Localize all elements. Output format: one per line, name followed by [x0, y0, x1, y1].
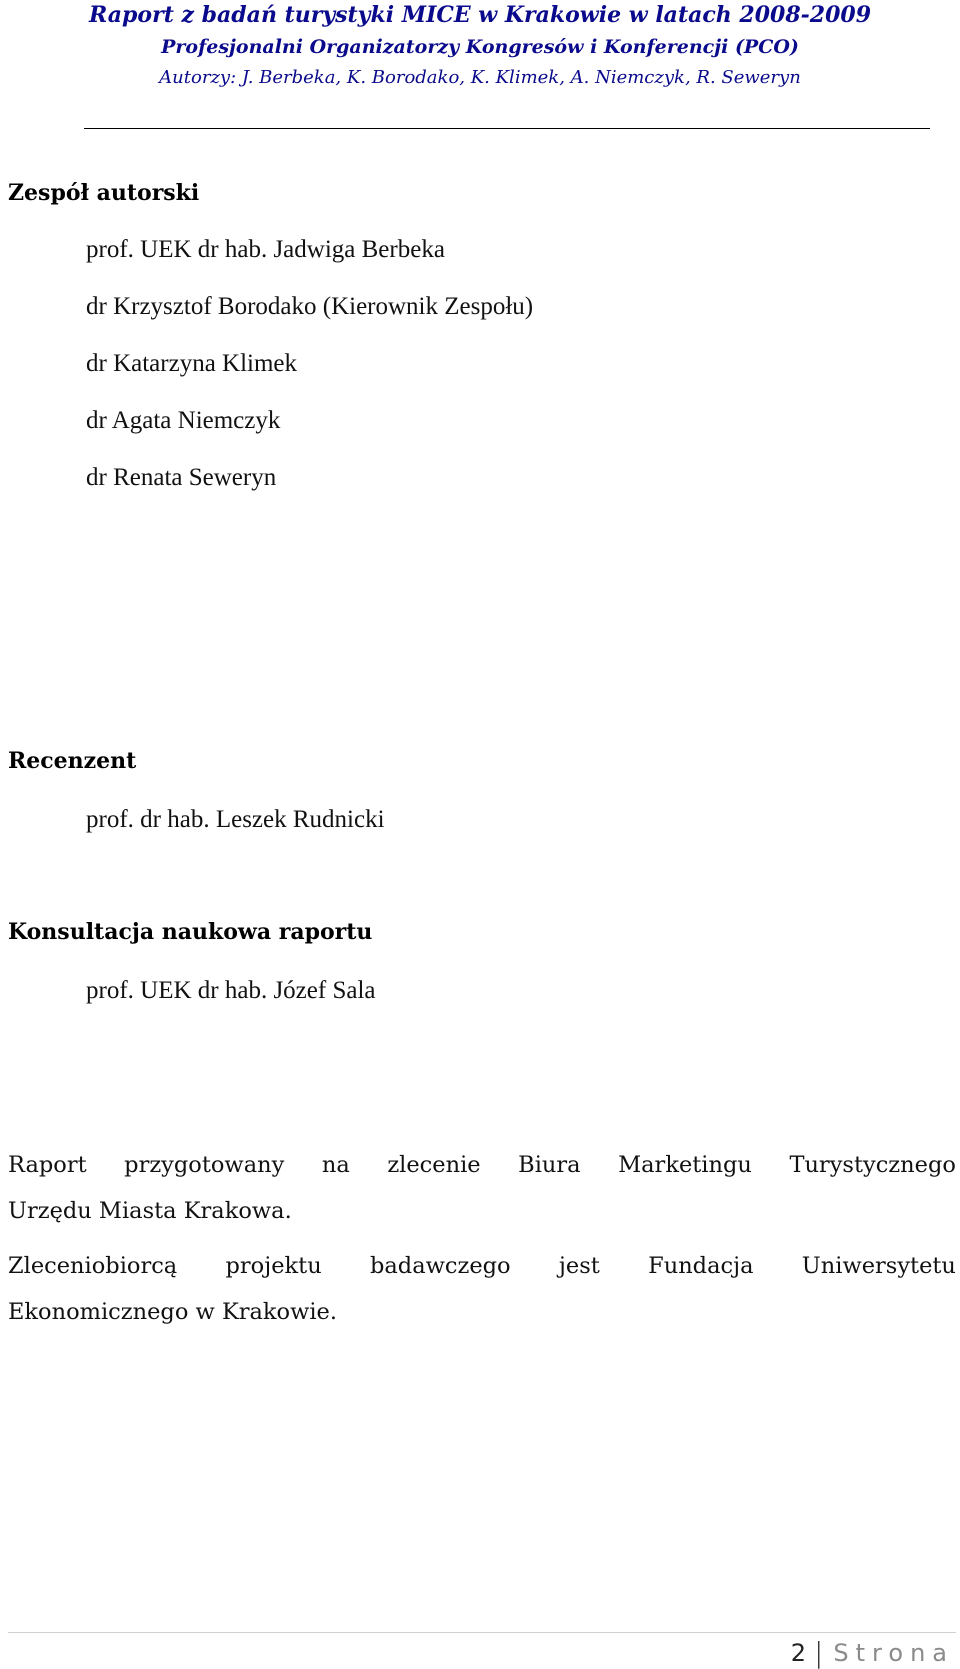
paragraph-word: na: [321, 1152, 350, 1178]
paragraph-word: zlecenie: [387, 1152, 481, 1178]
team-member: dr Agata Niemczyk: [86, 407, 281, 434]
paragraph-word: projektu: [225, 1253, 322, 1279]
paragraph-word: Zleceniobiorcą: [8, 1253, 178, 1279]
page-number: 2: [790, 1638, 806, 1667]
header-authors: Autorzy: J. Berbeka, K. Borodako, K. Klimek, A. Niemczyk, R. Seweryn: [159, 67, 801, 88]
paragraph-word: Fundacja: [648, 1253, 754, 1279]
team-heading: Zespół autorski: [8, 180, 200, 206]
paragraph-word: przygotowany: [124, 1152, 285, 1178]
team-member: dr Katarzyna Klimek: [86, 350, 298, 377]
paragraph-word: Uniwersytetu: [801, 1253, 956, 1279]
reviewer-heading: Recenzent: [8, 748, 137, 774]
consultation-heading: Konsultacja naukowa raportu: [8, 919, 373, 945]
paragraph-line: Ekonomicznego w Krakowie.: [8, 1299, 338, 1325]
paragraph-word: badawczego: [369, 1253, 511, 1279]
header-subtitle: Profesjonalni Organizatorzy Kongresów i Konferencji (PCO): [161, 36, 799, 58]
reviewer-name: prof. dr hab. Leszek Rudnicki: [86, 806, 385, 833]
paragraph-word: Marketingu: [618, 1152, 752, 1178]
page-label: Strona: [833, 1638, 954, 1667]
contractor-paragraph: [8, 1243, 956, 1335]
footer-separator: |: [813, 1636, 824, 1669]
paragraph-word: Biura: [518, 1152, 581, 1178]
paragraph-word: jest: [558, 1253, 600, 1279]
paragraph-line: [8, 1243, 956, 1289]
paragraph-line: [8, 1142, 956, 1188]
paragraph-word: Turystycznego: [789, 1152, 956, 1178]
paragraph-line: Urzędu Miasta Krakowa.: [8, 1198, 292, 1224]
consultation-name: prof. UEK dr hab. Józef Sala: [86, 977, 376, 1004]
team-member: prof. UEK dr hab. Jadwiga Berbeka: [86, 236, 445, 263]
page-footer: [791, 1636, 954, 1669]
team-member: dr Krzysztof Borodako (Kierownik Zespołu): [86, 293, 534, 320]
paragraph-word: Raport: [8, 1152, 87, 1178]
footer-divider: [8, 1632, 956, 1633]
commission-paragraph: [8, 1142, 956, 1234]
header-divider: [84, 128, 930, 129]
header-title: Raport z badań turystyki MICE w Krakowie w latach 2008-2009: [89, 2, 871, 28]
team-member: dr Renata Seweryn: [86, 464, 277, 491]
